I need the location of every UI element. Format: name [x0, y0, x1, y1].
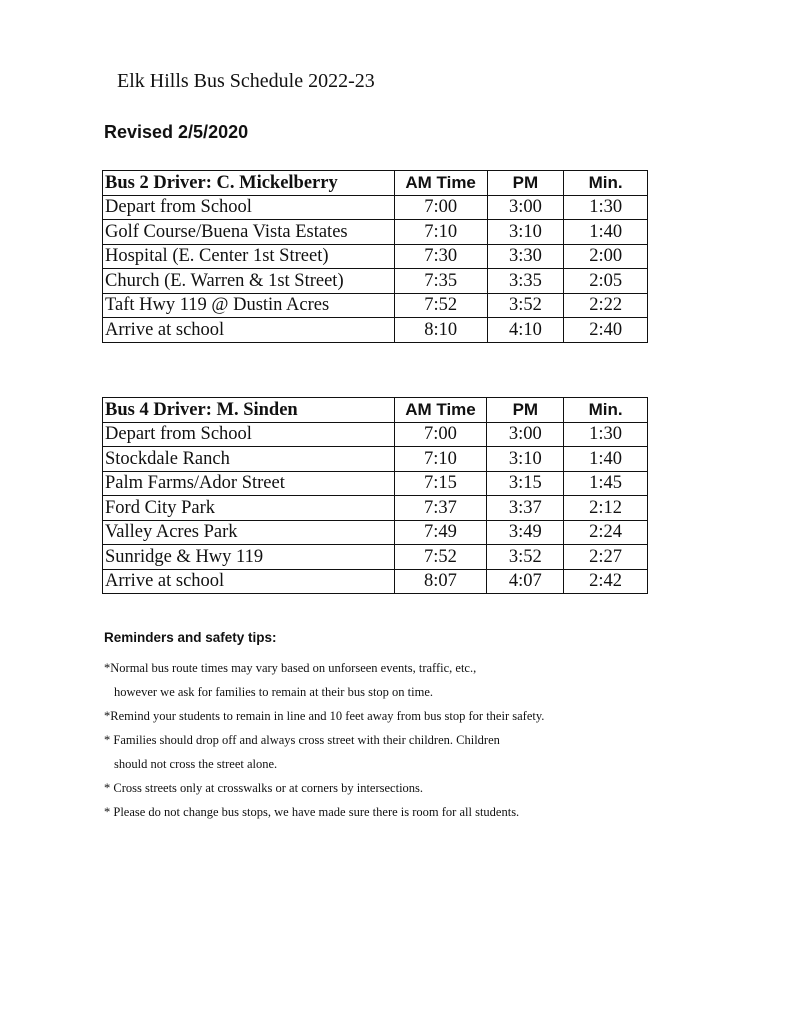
pm-time-cell: 3:00 — [487, 195, 564, 220]
table-row — [103, 496, 648, 521]
table-row — [103, 244, 648, 269]
pm-time-cell: 3:15 — [487, 471, 564, 496]
pm-time-cell: 3:30 — [487, 244, 564, 269]
stop-name-cell: Church (E. Warren & 1st Street) — [103, 269, 395, 294]
table-row — [103, 447, 648, 472]
bus-4-schedule-table — [102, 397, 648, 594]
pm-time-cell: 4:10 — [487, 318, 564, 343]
pm-time-cell: 3:10 — [487, 220, 564, 245]
am-time-cell: 7:10 — [394, 220, 487, 245]
reminder-line: *Normal bus route times may vary based on unforseen events, traffic, etc., — [104, 661, 477, 675]
table-row — [103, 195, 648, 220]
stop-name-cell: Sunridge & Hwy 119 — [103, 545, 395, 570]
column-header: Min. — [564, 398, 648, 423]
stop-name-cell: Palm Farms/Ador Street — [103, 471, 395, 496]
column-header: Bus 4 Driver: M. Sinden — [103, 398, 395, 423]
reminder-line: * Please do not change bus stops, we have made sure there is room for all students. — [104, 805, 520, 819]
reminder-item — [104, 704, 704, 728]
stop-name-cell: Taft Hwy 119 @ Dustin Acres — [103, 293, 395, 318]
minutes-cell: 1:30 — [564, 195, 648, 220]
minutes-cell: 2:42 — [564, 569, 648, 594]
pm-time-cell: 4:07 — [487, 569, 564, 594]
minutes-cell: 1:45 — [564, 471, 648, 496]
table-header-row — [103, 398, 648, 423]
table-row — [103, 520, 648, 545]
minutes-cell: 2:24 — [564, 520, 648, 545]
column-header: Min. — [564, 171, 648, 196]
minutes-cell: 2:05 — [564, 269, 648, 294]
reminder-item — [104, 800, 704, 824]
table-row — [103, 545, 648, 570]
minutes-cell: 1:40 — [564, 220, 648, 245]
column-header: AM Time — [394, 398, 487, 423]
minutes-cell: 2:00 — [564, 244, 648, 269]
am-time-cell: 7:00 — [394, 422, 487, 447]
reminder-item — [104, 776, 704, 800]
reminder-item — [104, 656, 704, 704]
table-header-row — [103, 171, 648, 196]
pm-time-cell: 3:37 — [487, 496, 564, 521]
stop-name-cell: Depart from School — [103, 422, 395, 447]
stop-name-cell: Ford City Park — [103, 496, 395, 521]
pm-time-cell: 3:52 — [487, 293, 564, 318]
column-header: PM — [487, 171, 564, 196]
am-time-cell: 7:15 — [394, 471, 487, 496]
reminder-line: * Cross streets only at crosswalks or at corners by intersections. — [104, 781, 424, 795]
pm-time-cell: 3:10 — [487, 447, 564, 472]
am-time-cell: 7:37 — [394, 496, 487, 521]
reminder-line: should not cross the street alone. — [114, 757, 278, 771]
minutes-cell: 2:22 — [564, 293, 648, 318]
minutes-cell: 1:40 — [564, 447, 648, 472]
table-row — [103, 269, 648, 294]
reminders-section — [104, 630, 704, 824]
pm-time-cell: 3:35 — [487, 269, 564, 294]
column-header: PM — [487, 398, 564, 423]
minutes-cell: 2:12 — [564, 496, 648, 521]
stop-name-cell: Stockdale Ranch — [103, 447, 395, 472]
table-row — [103, 569, 648, 594]
stop-name-cell: Golf Course/Buena Vista Estates — [103, 220, 395, 245]
stop-name-cell: Hospital (E. Center 1st Street) — [103, 244, 395, 269]
minutes-cell: 2:40 — [564, 318, 648, 343]
table-row — [103, 471, 648, 496]
reminder-item — [104, 728, 704, 776]
stop-name-cell: Valley Acres Park — [103, 520, 395, 545]
am-time-cell: 8:10 — [394, 318, 487, 343]
am-time-cell: 7:00 — [394, 195, 487, 220]
page-title: Elk Hills Bus Schedule 2022-23 — [117, 70, 375, 92]
reminders-list — [104, 656, 704, 824]
reminder-line: however we ask for families to remain at their bus stop on time. — [114, 685, 434, 699]
minutes-cell: 1:30 — [564, 422, 648, 447]
am-time-cell: 7:49 — [394, 520, 487, 545]
table-row — [103, 318, 648, 343]
pm-time-cell: 3:52 — [487, 545, 564, 570]
am-time-cell: 7:30 — [394, 244, 487, 269]
table-row — [103, 293, 648, 318]
bus-4-schedule-body — [103, 398, 648, 594]
revised-date: Revised 2/5/2020 — [104, 122, 249, 142]
bus-2-schedule-body — [103, 171, 648, 343]
reminders-heading: Reminders and safety tips: — [104, 630, 277, 645]
am-time-cell: 7:35 — [394, 269, 487, 294]
pm-time-cell: 3:00 — [487, 422, 564, 447]
table-row — [103, 422, 648, 447]
am-time-cell: 7:10 — [394, 447, 487, 472]
reminder-line: *Remind your students to remain in line and 10 feet away from bus stop for their safety. — [104, 709, 545, 723]
am-time-cell: 8:07 — [394, 569, 487, 594]
pm-time-cell: 3:49 — [487, 520, 564, 545]
table-row — [103, 220, 648, 245]
stop-name-cell: Arrive at school — [103, 569, 395, 594]
column-header: AM Time — [394, 171, 487, 196]
bus-2-schedule-table — [102, 170, 648, 343]
am-time-cell: 7:52 — [394, 545, 487, 570]
stop-name-cell: Arrive at school — [103, 318, 395, 343]
reminder-line: * Families should drop off and always cross street with their children. Children — [104, 733, 500, 747]
column-header: Bus 2 Driver: C. Mickelberry — [103, 171, 395, 196]
stop-name-cell: Depart from School — [103, 195, 395, 220]
minutes-cell: 2:27 — [564, 545, 648, 570]
am-time-cell: 7:52 — [394, 293, 487, 318]
